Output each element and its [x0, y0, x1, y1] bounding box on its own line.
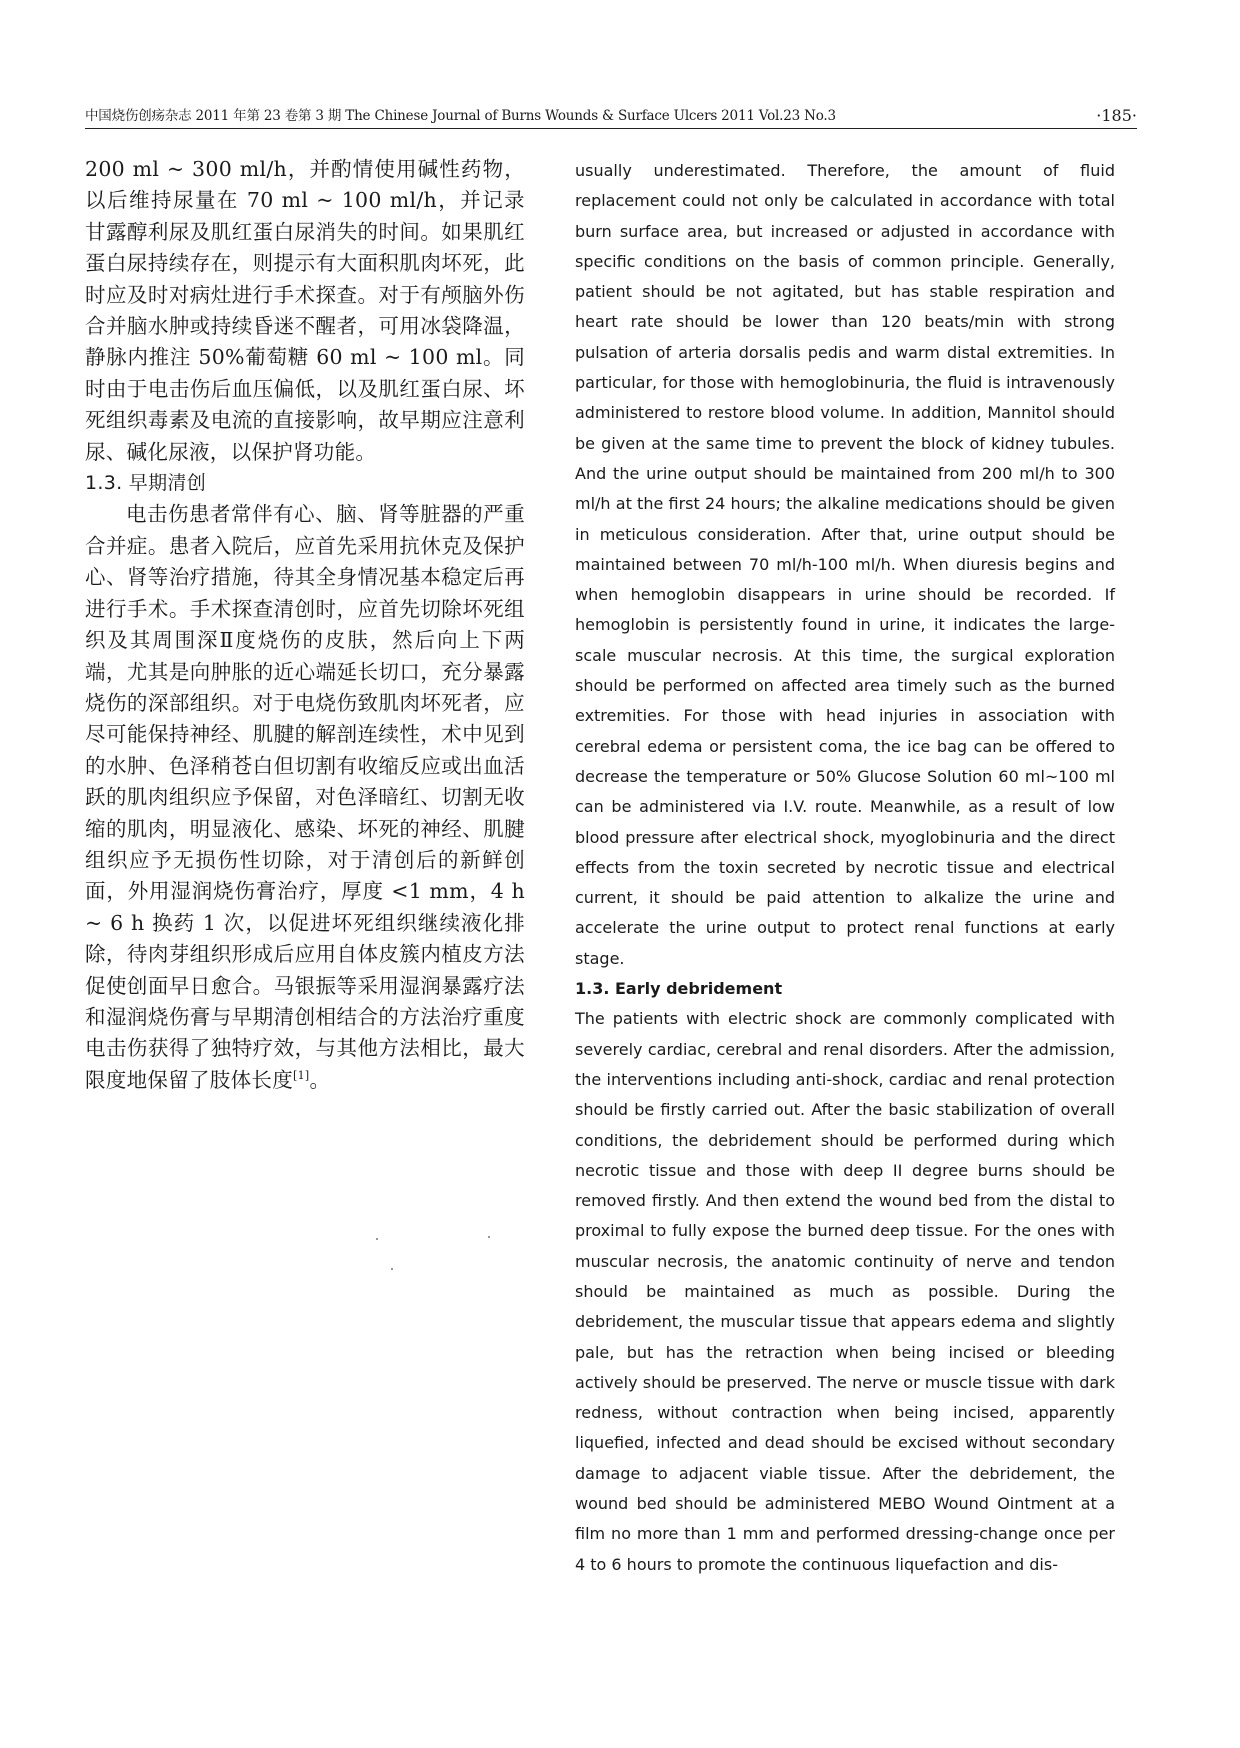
scan-speck — [488, 1236, 490, 1238]
scan-speck — [391, 1268, 393, 1270]
chinese-section-heading: 1.3. 早期清创 — [85, 472, 206, 495]
reference-marker[interactable]: [1] — [293, 1068, 310, 1082]
running-header — [85, 104, 1137, 129]
chinese-paragraph-1: 200 ml ~ 300 ml/h，并酌情使用碱性药物，以后维持尿量在 70 ml ~ 100 ml/h，并记录甘露醇利尿及肌红蛋白尿消失的时间。如果肌红蛋白尿持续存在，则提示有大面积肌肉坏死，此时应及时对病灶进行手术探查。对于有颅脑外伤合并脑水肿或持续昏迷不醒者，可用冰袋降温，静脉内推注 50%葡萄糖 60 ml ~ 100 ml。同时由于电击伤后血压偏低，以及肌红蛋白尿、坏死组织毒素及电流的直接影响，故早期应注意利尿、碱化尿液，以保护肾功能。 — [85, 157, 525, 464]
scan-speck — [376, 1238, 378, 1240]
page-number: ·185· — [1096, 106, 1137, 125]
journal-citation: 中国烧伤创疡杂志 2011 年第 23 卷第 3 期 The Chinese Journal of Burns Wounds & Surface Ulcers 2011 Vol.23 No.3 — [85, 108, 836, 124]
chinese-paragraph-2-text: 电击伤患者常伴有心、脑、肾等脏器的严重合并症。患者入院后，应首先采用抗休克及保护心、肾等治疗措施，待其全身情况基本稳定后再进行手术。手术探查清创时，应首先切除坏死组织及其周围深Ⅱ度烧伤的皮肤，然后向上下两端，尤其是向肿胀的近心端延长切口，充分暴露烧伤的深部组织。对于电烧伤致肌肉坏死者，应尽可能保持神经、肌腱的解剖连续性，术中见到的水肿、色泽稍苍白但切割有收缩反应或出血活跃的肌肉组织应予保留，对色泽暗红、切割无收缩的肌肉，明显液化、感染、坏死的神经、肌腱组织应予无损伤性切除，对于清创后的新鲜创面，外用湿润烧伤膏治疗，厚度 <1 mm，4 h ~ 6 h 换药 1 次，以促进坏死组织继续液化排除，待肉芽组织形成后应用自体皮簇内植皮方法促使创面早日愈合。马银振等采用湿润暴露疗法和湿润烧伤膏与早期清创相结合的方法治疗重度电击伤获得了独特疗效，与其他方法相比，最大限度地保留了肢体长度 — [85, 502, 525, 1092]
english-column — [575, 156, 1115, 1580]
chinese-paragraph-2 — [85, 499, 525, 1096]
chinese-paragraph-2-end: 。 — [309, 1067, 331, 1092]
english-paragraph-1: usually underestimated. Therefore, the amount of fluid replacement could not only be calculated in accordance with total burn surface area, but increased or adjusted in accordance with specific conditions on the basis of common principle. Generally, patient should be not agitated, but has stable respiration and heart rate should be lower than 120 beats/min with strong pulsation of arteria dorsalis pedis and warm distal extremities. In particular, for those with hemoglobinuria, the fluid is intravenously administered to restore blood volume. In addition, Mannitol should be given at the same time to prevent the block of kidney tubules. And the urine output should be maintained from 200 ml/h to 300 ml/h at the first 24 hours; the alkaline medications should be given in meticulous consideration. After that, urine output should be maintained between 70 ml/h-100 ml/h. When diuresis begins and when hemoglobin disappears in urine should be recorded. If hemoglobin is persistently found in urine, it indicates the large-scale muscular necrosis. At this time, the surgical exploration should be performed on affected area timely such as the burned extremities. For those with head injuries in association with cerebral edema or persistent coma, the ice bag can be offered to decrease the temperature or 50% Glucose Solution 60 ml~100 ml can be administered via I.V. route. Meanwhile, as a result of low blood pressure after electrical shock, myoglobinuria and the direct effects from the toxin secreted by necrotic tissue and electrical current, it should be paid attention to alkalize the urine and accelerate the urine output to protect renal functions at early stage. — [575, 161, 1115, 968]
chinese-column — [85, 154, 525, 1096]
english-section-heading: 1.3. Early debridement — [575, 979, 783, 999]
english-paragraph-2: The patients with electric shock are commonly complicated with severely cardiac, cerebral and renal disorders. After the admission, the interventions including anti-shock, cardiac and renal protection should be firstly carried out. After the basic stabilization of overall conditions, the debridement should be performed during which necrotic tissue and those with deep II degree burns should be removed firstly. And then extend the wound bed from the distal to proximal to fully expose the burned deep tissue. For the ones with muscular necrosis, the anatomic continuity of nerve and tendon should be maintained as much as possible. During the debridement, the muscular tissue that appears edema and slightly pale, but has the retraction when being incised or bleeding actively should be preserved. The nerve or muscle tissue with dark redness, without contraction when being incised, apparently liquefied, infected and dead should be excised without secondary damage to adjacent viable tissue. After the debridement, the wound bed should be administered MEBO Wound Ointment at a film no more than 1 mm and performed dressing-change once per 4 to 6 hours to promote the continuous liquefaction and dis- — [575, 1009, 1115, 1574]
